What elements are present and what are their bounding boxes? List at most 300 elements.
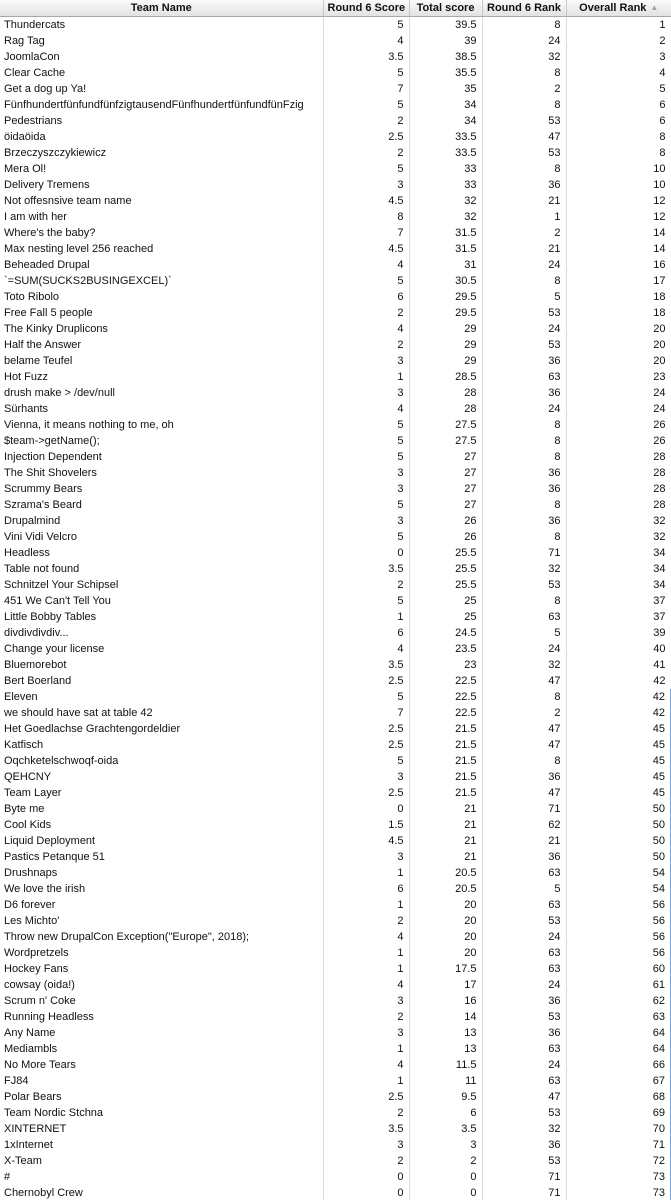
column-header-round6-score[interactable] — [323, 0, 409, 17]
cell-round6-rank: 36 — [482, 513, 566, 529]
cell-round6-rank: 53 — [482, 1105, 566, 1121]
cell-round6-rank: 53 — [482, 577, 566, 593]
cell-team-name: Het Goedlachse Grachtengordeldier — [0, 721, 323, 737]
cell-team-name: $team->getName(); — [0, 433, 323, 449]
cell-round6-score: 1 — [323, 1073, 409, 1089]
cell-round6-rank: 8 — [482, 273, 566, 289]
cell-round6-score: 1 — [323, 1041, 409, 1057]
table-row[interactable] — [0, 225, 671, 241]
cell-round6-score: 2 — [323, 113, 409, 129]
cell-total-score: 31.5 — [409, 241, 482, 257]
cell-total-score: 20 — [409, 913, 482, 929]
cell-team-name: Running Headless — [0, 1009, 323, 1025]
cell-total-score: 29 — [409, 337, 482, 353]
cell-total-score: 22.5 — [409, 689, 482, 705]
cell-round6-score: 3.5 — [323, 561, 409, 577]
table-row[interactable] — [0, 353, 671, 369]
table-row[interactable] — [0, 1169, 671, 1185]
table-row[interactable] — [0, 161, 671, 177]
column-header-label: Round 6 Score — [327, 2, 406, 14]
table-row[interactable] — [0, 417, 671, 433]
cell-team-name: No More Tears — [0, 1057, 323, 1073]
cell-overall-rank: 32 — [566, 513, 671, 529]
cell-team-name: Drushnaps — [0, 865, 323, 881]
table-row[interactable] — [0, 913, 671, 929]
table-row[interactable] — [0, 97, 671, 113]
column-header-total-score[interactable] — [409, 0, 482, 17]
table-row[interactable] — [0, 481, 671, 497]
cell-team-name: Eleven — [0, 689, 323, 705]
table-row[interactable] — [0, 801, 671, 817]
table-row[interactable] — [0, 321, 671, 337]
cell-round6-score: 2 — [323, 913, 409, 929]
table-row[interactable] — [0, 705, 671, 721]
cell-team-name: The Kinky Druplicons — [0, 321, 323, 337]
cell-total-score: 21.5 — [409, 737, 482, 753]
cell-overall-rank: 50 — [566, 833, 671, 849]
cell-overall-rank: 37 — [566, 593, 671, 609]
cell-total-score: 9.5 — [409, 1089, 482, 1105]
table-row[interactable] — [0, 113, 671, 129]
cell-round6-score: 1 — [323, 369, 409, 385]
cell-round6-rank: 24 — [482, 257, 566, 273]
cell-team-name: Get a dog up Ya! — [0, 81, 323, 97]
cell-team-name: Pedestrians — [0, 113, 323, 129]
cell-total-score: 14 — [409, 1009, 482, 1025]
cell-team-name: Cool Kids — [0, 817, 323, 833]
cell-round6-rank: 53 — [482, 305, 566, 321]
table-row[interactable] — [0, 897, 671, 913]
cell-round6-rank: 24 — [482, 401, 566, 417]
cell-round6-rank: 2 — [482, 81, 566, 97]
cell-round6-score: 6 — [323, 881, 409, 897]
cell-round6-rank: 8 — [482, 433, 566, 449]
cell-round6-rank: 32 — [482, 657, 566, 673]
cell-overall-rank: 70 — [566, 1121, 671, 1137]
table-row[interactable] — [0, 785, 671, 801]
table-row[interactable] — [0, 561, 671, 577]
cell-overall-rank: 18 — [566, 289, 671, 305]
cell-overall-rank: 45 — [566, 721, 671, 737]
cell-team-name: Bluemorebot — [0, 657, 323, 673]
cell-round6-score: 0 — [323, 1185, 409, 1200]
cell-total-score: 26 — [409, 529, 482, 545]
cell-total-score: 11 — [409, 1073, 482, 1089]
cell-overall-rank: 4 — [566, 65, 671, 81]
table-row[interactable] — [0, 305, 671, 321]
cell-total-score: 26 — [409, 513, 482, 529]
cell-team-name: Vienna, it means nothing to me, oh — [0, 417, 323, 433]
column-header-round6-rank[interactable] — [482, 0, 566, 17]
table-row[interactable] — [0, 1073, 671, 1089]
cell-team-name: Byte me — [0, 801, 323, 817]
table-row[interactable] — [0, 1185, 671, 1200]
cell-round6-rank: 36 — [482, 177, 566, 193]
cell-round6-score: 5 — [323, 753, 409, 769]
cell-team-name: Delivery Tremens — [0, 177, 323, 193]
table-row[interactable] — [0, 49, 671, 65]
cell-round6-score: 2.5 — [323, 737, 409, 753]
cell-total-score: 35.5 — [409, 65, 482, 81]
table-row[interactable] — [0, 1057, 671, 1073]
cell-team-name: `=SUM(SUCKS2BUSINGEXCEL)` — [0, 273, 323, 289]
cell-total-score: 21 — [409, 833, 482, 849]
cell-total-score: 20.5 — [409, 881, 482, 897]
cell-total-score: 25.5 — [409, 545, 482, 561]
table-row[interactable] — [0, 529, 671, 545]
cell-overall-rank: 37 — [566, 609, 671, 625]
table-row[interactable] — [0, 1089, 671, 1105]
cell-round6-score: 5 — [323, 593, 409, 609]
cell-round6-rank: 32 — [482, 561, 566, 577]
cell-overall-rank: 20 — [566, 353, 671, 369]
cell-round6-rank: 8 — [482, 161, 566, 177]
cell-round6-rank: 8 — [482, 689, 566, 705]
cell-round6-score: 8 — [323, 209, 409, 225]
cell-overall-rank: 20 — [566, 321, 671, 337]
cell-overall-rank: 26 — [566, 433, 671, 449]
cell-overall-rank: 5 — [566, 81, 671, 97]
cell-round6-rank: 1 — [482, 209, 566, 225]
table-row[interactable] — [0, 449, 671, 465]
cell-team-name: I am with her — [0, 209, 323, 225]
table-row[interactable] — [0, 817, 671, 833]
cell-round6-rank: 21 — [482, 833, 566, 849]
table-row[interactable] — [0, 1105, 671, 1121]
cell-total-score: 24.5 — [409, 625, 482, 641]
cell-total-score: 27.5 — [409, 417, 482, 433]
cell-overall-rank: 64 — [566, 1041, 671, 1057]
cell-overall-rank: 50 — [566, 817, 671, 833]
cell-team-name: Sürhants — [0, 401, 323, 417]
cell-round6-score: 2 — [323, 305, 409, 321]
cell-round6-score: 1.5 — [323, 817, 409, 833]
cell-round6-rank: 8 — [482, 417, 566, 433]
cell-round6-rank: 24 — [482, 33, 566, 49]
cell-overall-rank: 50 — [566, 801, 671, 817]
cell-team-name: We love the irish — [0, 881, 323, 897]
cell-overall-rank: 61 — [566, 977, 671, 993]
cell-round6-score: 3 — [323, 993, 409, 1009]
cell-team-name: Team Layer — [0, 785, 323, 801]
table-row[interactable] — [0, 81, 671, 97]
cell-overall-rank: 24 — [566, 401, 671, 417]
table-row[interactable] — [0, 369, 671, 385]
cell-round6-rank: 62 — [482, 817, 566, 833]
cell-overall-rank: 64 — [566, 1025, 671, 1041]
table-row[interactable] — [0, 545, 671, 561]
cell-overall-rank: 41 — [566, 657, 671, 673]
cell-total-score: 33 — [409, 177, 482, 193]
table-row[interactable] — [0, 145, 671, 161]
cell-round6-rank: 63 — [482, 1073, 566, 1089]
table-row[interactable] — [0, 929, 671, 945]
cell-overall-rank: 50 — [566, 849, 671, 865]
table-row[interactable] — [0, 721, 671, 737]
cell-overall-rank: 45 — [566, 785, 671, 801]
cell-team-name: Clear Cache — [0, 65, 323, 81]
table-row[interactable] — [0, 241, 671, 257]
cell-round6-score: 2.5 — [323, 1089, 409, 1105]
cell-overall-rank: 45 — [566, 737, 671, 753]
table-row[interactable] — [0, 1025, 671, 1041]
cell-round6-score: 3 — [323, 177, 409, 193]
table-row[interactable] — [0, 737, 671, 753]
cell-total-score: 16 — [409, 993, 482, 1009]
cell-round6-score: 5 — [323, 497, 409, 513]
cell-round6-score: 4 — [323, 929, 409, 945]
cell-round6-rank: 71 — [482, 801, 566, 817]
cell-overall-rank: 6 — [566, 97, 671, 113]
table-row[interactable] — [0, 33, 671, 49]
cell-total-score: 38.5 — [409, 49, 482, 65]
cell-overall-rank: 14 — [566, 241, 671, 257]
cell-total-score: 23 — [409, 657, 482, 673]
cell-round6-score: 7 — [323, 81, 409, 97]
cell-total-score: 25.5 — [409, 577, 482, 593]
table-row[interactable] — [0, 177, 671, 193]
cell-overall-rank: 34 — [566, 561, 671, 577]
cell-overall-rank: 10 — [566, 161, 671, 177]
table-row[interactable] — [0, 1137, 671, 1153]
cell-team-name: 1xInternet — [0, 1137, 323, 1153]
cell-overall-rank: 54 — [566, 881, 671, 897]
cell-overall-rank: 1 — [566, 17, 671, 34]
column-header-label: Total score — [416, 2, 475, 14]
cell-team-name: cowsay (oida!) — [0, 977, 323, 993]
cell-team-name: X-Team — [0, 1153, 323, 1169]
cell-round6-score: 5 — [323, 433, 409, 449]
cell-total-score: 20.5 — [409, 865, 482, 881]
cell-team-name: Scrummy Bears — [0, 481, 323, 497]
table-row[interactable] — [0, 961, 671, 977]
cell-overall-rank: 18 — [566, 305, 671, 321]
cell-overall-rank: 39 — [566, 625, 671, 641]
cell-round6-rank: 71 — [482, 545, 566, 561]
cell-team-name: Where's the baby? — [0, 225, 323, 241]
cell-round6-rank: 47 — [482, 129, 566, 145]
cell-round6-score: 0 — [323, 801, 409, 817]
cell-round6-rank: 63 — [482, 1041, 566, 1057]
cell-team-name: Vini Vidi Velcro — [0, 529, 323, 545]
cell-total-score: 13 — [409, 1041, 482, 1057]
sort-ascending-icon[interactable]: ▲ — [650, 3, 659, 12]
cell-total-score: 17.5 — [409, 961, 482, 977]
cell-round6-rank: 8 — [482, 65, 566, 81]
cell-total-score: 25 — [409, 593, 482, 609]
table-row[interactable] — [0, 625, 671, 641]
cell-round6-rank: 36 — [482, 769, 566, 785]
cell-round6-score: 0 — [323, 545, 409, 561]
cell-team-name: Polar Bears — [0, 1089, 323, 1105]
cell-total-score: 0 — [409, 1169, 482, 1185]
cell-total-score: 21.5 — [409, 753, 482, 769]
cell-round6-score: 1 — [323, 609, 409, 625]
table-row[interactable] — [0, 1009, 671, 1025]
cell-overall-rank: 16 — [566, 257, 671, 273]
cell-round6-rank: 8 — [482, 529, 566, 545]
cell-team-name: Mera Ol! — [0, 161, 323, 177]
cell-total-score: 22.5 — [409, 705, 482, 721]
cell-round6-rank: 36 — [482, 353, 566, 369]
cell-round6-rank: 36 — [482, 385, 566, 401]
cell-round6-rank: 8 — [482, 753, 566, 769]
cell-round6-rank: 36 — [482, 849, 566, 865]
table-row[interactable] — [0, 401, 671, 417]
cell-team-name: Free Fall 5 people — [0, 305, 323, 321]
cell-team-name: Mediambls — [0, 1041, 323, 1057]
table-row[interactable] — [0, 209, 671, 225]
cell-total-score: 29.5 — [409, 305, 482, 321]
cell-team-name: we should have sat at table 42 — [0, 705, 323, 721]
cell-round6-rank: 63 — [482, 865, 566, 881]
table-row[interactable] — [0, 497, 671, 513]
cell-total-score: 20 — [409, 929, 482, 945]
table-row[interactable] — [0, 577, 671, 593]
cell-round6-score: 2 — [323, 1153, 409, 1169]
cell-team-name: Max nesting level 256 reached — [0, 241, 323, 257]
table-row[interactable] — [0, 129, 671, 145]
cell-round6-rank: 71 — [482, 1185, 566, 1200]
cell-overall-rank: 72 — [566, 1153, 671, 1169]
cell-team-name: Throw new DrupalCon Exception("Europe", 2018); — [0, 929, 323, 945]
cell-overall-rank: 28 — [566, 465, 671, 481]
column-header-overall-rank[interactable] — [566, 0, 671, 17]
cell-round6-score: 3.5 — [323, 657, 409, 673]
cell-overall-rank: 56 — [566, 929, 671, 945]
table-row[interactable] — [0, 17, 671, 34]
cell-round6-score: 3 — [323, 353, 409, 369]
cell-round6-score: 2 — [323, 337, 409, 353]
table-row[interactable] — [0, 849, 671, 865]
cell-team-name: Schnitzel Your Schipsel — [0, 577, 323, 593]
cell-total-score: 27.5 — [409, 433, 482, 449]
table-row[interactable] — [0, 993, 671, 1009]
cell-round6-rank: 36 — [482, 481, 566, 497]
cell-round6-score: 7 — [323, 705, 409, 721]
table-row[interactable] — [0, 65, 671, 81]
table-row[interactable] — [0, 945, 671, 961]
cell-team-name: JoomlaCon — [0, 49, 323, 65]
cell-overall-rank: 24 — [566, 385, 671, 401]
cell-overall-rank: 28 — [566, 449, 671, 465]
cell-round6-score: 4.5 — [323, 241, 409, 257]
cell-team-name: Half the Answer — [0, 337, 323, 353]
cell-overall-rank: 45 — [566, 753, 671, 769]
cell-round6-score: 5 — [323, 17, 409, 34]
cell-total-score: 30.5 — [409, 273, 482, 289]
cell-round6-score: 5 — [323, 97, 409, 113]
table-row[interactable] — [0, 769, 671, 785]
table-row[interactable] — [0, 689, 671, 705]
cell-round6-rank: 36 — [482, 1025, 566, 1041]
cell-round6-score: 5 — [323, 529, 409, 545]
table-row[interactable] — [0, 513, 671, 529]
cell-round6-rank: 71 — [482, 1169, 566, 1185]
table-row[interactable] — [0, 609, 671, 625]
cell-overall-rank: 32 — [566, 529, 671, 545]
table-row[interactable] — [0, 433, 671, 449]
cell-total-score: 29.5 — [409, 289, 482, 305]
cell-overall-rank: 73 — [566, 1169, 671, 1185]
cell-round6-rank: 63 — [482, 897, 566, 913]
cell-overall-rank: 42 — [566, 689, 671, 705]
column-header-team-name[interactable] — [0, 0, 323, 17]
cell-team-name: Toto Ribolo — [0, 289, 323, 305]
cell-round6-rank: 63 — [482, 945, 566, 961]
table-row[interactable] — [0, 1121, 671, 1137]
cell-round6-score: 4.5 — [323, 193, 409, 209]
cell-team-name: divdivdivdiv... — [0, 625, 323, 641]
table-row[interactable] — [0, 641, 671, 657]
table-row[interactable] — [0, 385, 671, 401]
table-row[interactable] — [0, 673, 671, 689]
table-row[interactable] — [0, 257, 671, 273]
table-header-row — [0, 0, 671, 17]
cell-team-name: Chernobyl Crew — [0, 1185, 323, 1200]
table-row[interactable] — [0, 657, 671, 673]
cell-team-name: FünfhundertfünfundfünfzigtausendFünfhundertfünfundfünFzig — [0, 97, 323, 113]
cell-round6-rank: 2 — [482, 705, 566, 721]
cell-overall-rank: 69 — [566, 1105, 671, 1121]
cell-total-score: 25 — [409, 609, 482, 625]
table-row[interactable] — [0, 1153, 671, 1169]
table-row[interactable] — [0, 865, 671, 881]
cell-round6-rank: 5 — [482, 289, 566, 305]
cell-total-score: 31.5 — [409, 225, 482, 241]
cell-round6-score: 7 — [323, 225, 409, 241]
cell-overall-rank: 42 — [566, 673, 671, 689]
cell-round6-rank: 24 — [482, 1057, 566, 1073]
table-row[interactable] — [0, 465, 671, 481]
table-row[interactable] — [0, 833, 671, 849]
table-row[interactable] — [0, 273, 671, 289]
cell-round6-score: 5 — [323, 449, 409, 465]
cell-team-name: Hockey Fans — [0, 961, 323, 977]
cell-team-name: Katfisch — [0, 737, 323, 753]
cell-total-score: 11.5 — [409, 1057, 482, 1073]
cell-round6-score: 2.5 — [323, 129, 409, 145]
table-row[interactable] — [0, 753, 671, 769]
cell-round6-rank: 32 — [482, 49, 566, 65]
cell-round6-rank: 47 — [482, 785, 566, 801]
cell-team-name: Thundercats — [0, 17, 323, 34]
cell-total-score: 3.5 — [409, 1121, 482, 1137]
table-row[interactable] — [0, 337, 671, 353]
cell-total-score: 31 — [409, 257, 482, 273]
cell-total-score: 39 — [409, 33, 482, 49]
cell-total-score: 21.5 — [409, 785, 482, 801]
cell-team-name: Beheaded Drupal — [0, 257, 323, 273]
cell-round6-rank: 63 — [482, 369, 566, 385]
cell-team-name: öidaöida — [0, 129, 323, 145]
cell-team-name: Change your license — [0, 641, 323, 657]
cell-team-name: # — [0, 1169, 323, 1185]
table-row[interactable] — [0, 593, 671, 609]
table-row[interactable] — [0, 1041, 671, 1057]
cell-overall-rank: 23 — [566, 369, 671, 385]
cell-total-score: 27 — [409, 481, 482, 497]
cell-round6-rank: 32 — [482, 1121, 566, 1137]
table-row[interactable] — [0, 977, 671, 993]
table-row[interactable] — [0, 289, 671, 305]
cell-round6-score: 2 — [323, 145, 409, 161]
table-row[interactable] — [0, 193, 671, 209]
cell-total-score: 20 — [409, 897, 482, 913]
table-row[interactable] — [0, 881, 671, 897]
cell-total-score: 22.5 — [409, 673, 482, 689]
cell-team-name: Table not found — [0, 561, 323, 577]
